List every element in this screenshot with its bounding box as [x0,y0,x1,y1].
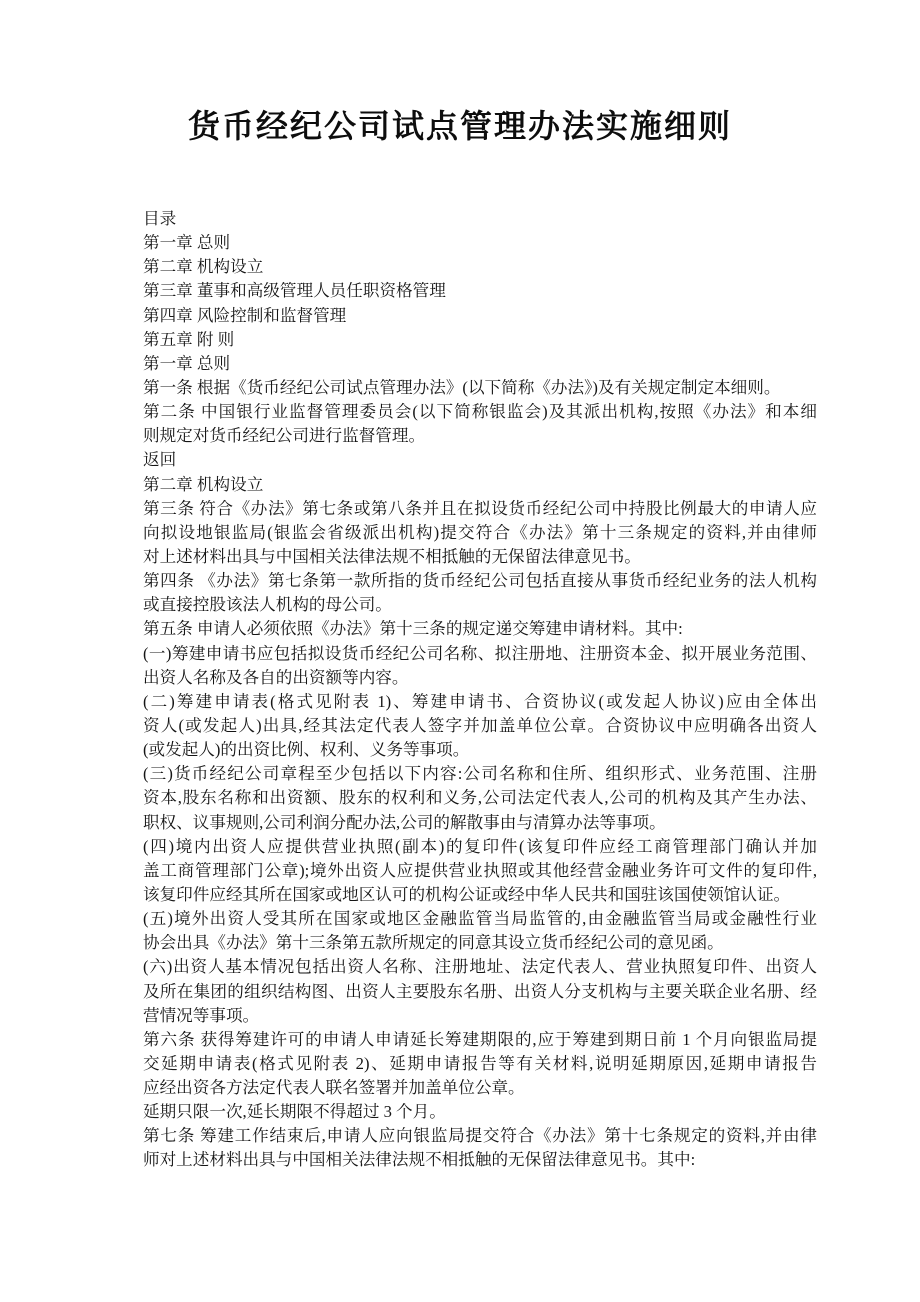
toc-item-chapter-5: 第五章 附 则 [143,329,235,349]
text-line: (二)筹建申请表(格式见附表 1)、筹建申请书、合资协议(或发起人协议)应由全体出 [143,691,817,711]
document-title: 货币经纪公司试点管理办法实施细则 [187,108,732,144]
text-line: 出资人名称及各自的出资额等内容。 [143,667,409,687]
text-line: 延期只限一次,延长期限不得超过 3 个月。 [143,1102,446,1122]
text-line: 第四条 《办法》第七条第一款所指的货币经纪公司包括直接从事货币经纪业务的法人机构 [143,571,817,591]
text-line: 该复印件应经其所在国家或地区认可的机构公证或经中华人民共和国驻该国使领馆认证。 [143,884,791,904]
text-line: 第三条 符合《办法》第七条或第八条并且在拟设货币经纪公司中持股比例最大的申请人应 [143,498,817,518]
text-line: 职权、议事规则,公司利润分配办法,公司的解散事由与清算办法等事项。 [143,812,666,832]
text-line: 交延期申请表(格式见附表 2)、延期申请报告等有关材料,说明延期原因,延期申请报告 [143,1053,817,1073]
text-line: 及所在集团的组织结构图、出资人主要股东名册、出资人分支机构与主要关联企业名册、经 [143,981,817,1001]
text-line: 师对上述材料出具与中国相关法律法规不相抵触的无保留法律意见书。其中: [143,1150,696,1170]
text-line: 第五条 申请人必须依照《办法》第十三条的规定递交筹建申请材料。其中: [143,619,683,639]
text-line: (或发起人)的出资比例、权利、义务等事项。 [143,740,470,760]
toc-item-chapter-4: 第四章 风险控制和监督管理 [143,305,347,325]
text-line: 营情况等事项。 [143,1005,260,1025]
return-link-text: 返回 [143,450,177,470]
chapter-1-heading: 第一章 总则 [143,353,231,373]
text-line: 第二条 中国银行业监督管理委员会(以下简称银监会)及其派出机构,按照《办法》和本细 [143,402,817,422]
text-line: 协会出具《办法》第十三条第五款所规定的同意其设立货币经纪公司的意见函。 [143,933,724,953]
toc-item-chapter-2: 第二章 机构设立 [143,257,264,277]
text-line: 盖工商管理部门公章);境外出资人应提供营业执照或其他经营金融业务许可文件的复印件, [143,860,817,880]
text-line: (四)境内出资人应提供营业执照(副本)的复印件(该复印件应经工商管理部门确认并加 [143,836,817,856]
text-line: 第七条 筹建工作结束后,申请人应向银监局提交符合《办法》第十七条规定的资料,并由律 [143,1126,817,1146]
chapter-2-heading: 第二章 机构设立 [143,474,264,494]
text-line: 对上述材料出具与中国相关法律法规不相抵触的无保留法律意见书。 [143,546,641,566]
toc-item-chapter-1: 第一章 总则 [143,233,231,253]
text-line: 应经出资各方法定代表人联名签署并加盖单位公章。 [143,1078,525,1098]
text-line: 第一条 根据《货币经纪公司试点管理办法》(以下简称《办法》)及有关规定制定本细则。 [143,377,781,397]
text-line: 向拟设地银监局(银监会省级派出机构)提交符合《办法》第十三条规定的资料,并由律师 [143,522,817,542]
text-line: 资人(或发起人)出具,经其法定代表人签字并加盖单位公章。合资协议中应明确各出资人 [143,715,817,735]
text-line: 或直接控股该法人机构的母公司。 [143,595,392,615]
text-line: (一)筹建申请书应包括拟设货币经纪公司名称、拟注册地、注册资本金、拟开展业务范围、 [143,643,817,663]
text-line: 第六条 获得筹建许可的申请人申请延长筹建期限的,应于筹建到期日前 1 个月向银监局提 [143,1029,817,1049]
text-line: 则规定对货币经纪公司进行监督管理。 [143,426,426,446]
text-line: (六)出资人基本情况包括出资人名称、注册地址、法定代表人、营业执照复印件、出资人 [143,957,817,977]
text-line: (五)境外出资人受其所在国家或地区金融监管当局监管的,由金融监管当局或金融性行业 [143,909,817,929]
toc-heading: 目录 [143,209,177,228]
toc-item-chapter-3: 第三章 董事和高级管理人员任职资格管理 [143,281,446,301]
text-line: (三)货币经纪公司章程至少包括以下内容:公司名称和住所、组织形式、业务范围、注册 [143,764,817,784]
text-line: 资本,股东名称和出资额、股东的权利和义务,公司法定代表人,公司的机构及其产生办法、 [143,788,817,808]
document-body [143,207,817,1173]
